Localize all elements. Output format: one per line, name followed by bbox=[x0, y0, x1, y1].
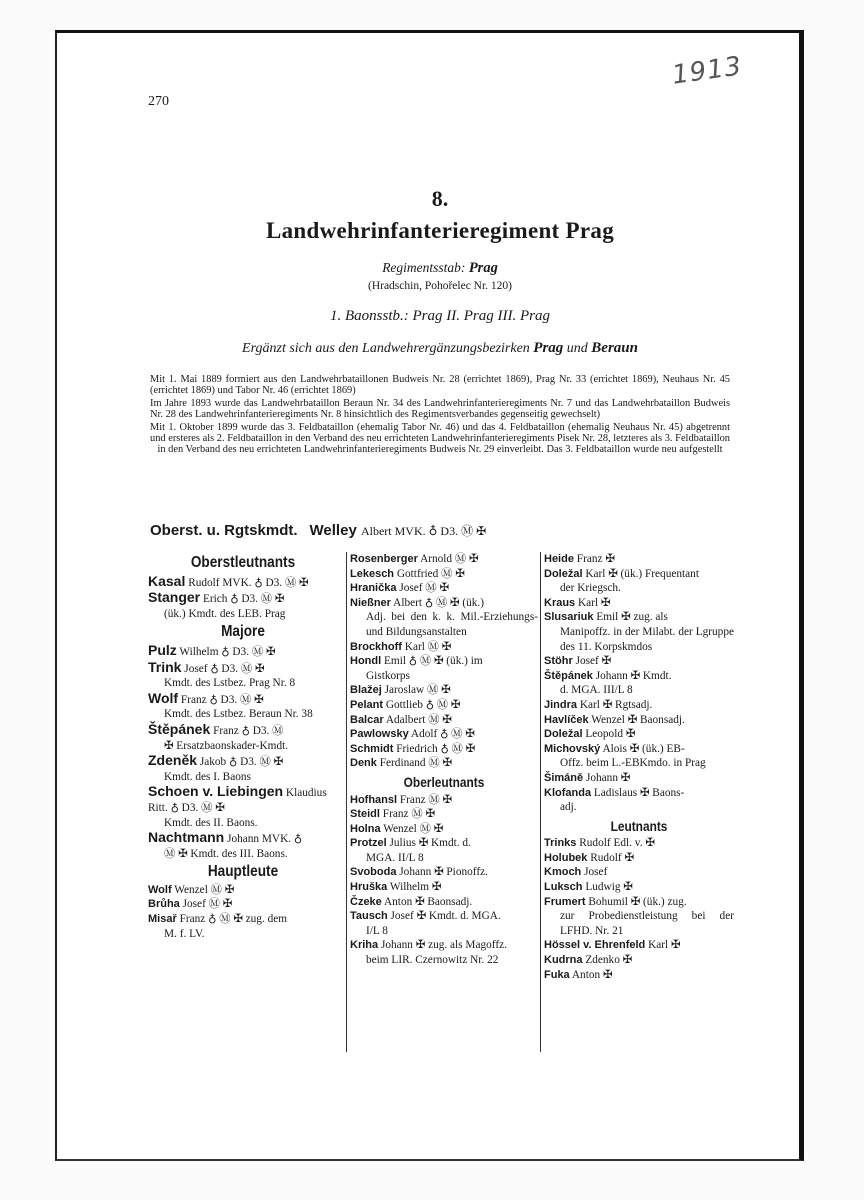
commander-line bbox=[150, 522, 486, 539]
officer-details: Ferdinand Ⓜ ✠ bbox=[379, 757, 452, 770]
history-text bbox=[150, 374, 730, 457]
officer-details: Karl Ⓜ ✠ bbox=[404, 640, 452, 653]
roster-entry bbox=[148, 912, 338, 941]
roster-entry bbox=[148, 830, 338, 861]
officer-surname: Steidl bbox=[350, 808, 380, 821]
officer-surname: Trink bbox=[148, 658, 182, 675]
roster-entry bbox=[350, 938, 538, 967]
page-title: Landwehrinfanterieregiment Prag bbox=[265, 218, 615, 243]
officer-surname: Pelant bbox=[350, 698, 384, 711]
officer-surname: Wolf bbox=[148, 689, 179, 706]
ergaenzt-city2: Beraun bbox=[591, 340, 638, 356]
officer-details: Karl ✠ (ük.) Frequentant bbox=[585, 567, 699, 580]
officer-surname: Kmoch bbox=[544, 866, 582, 879]
roster-entry bbox=[544, 968, 734, 983]
officer-note: Offz. beim L.-EBKmdo. in Prag bbox=[560, 757, 706, 770]
officer-note: ✠ Ersatzbaonskader-Kmdt. bbox=[164, 739, 289, 752]
roster-entry bbox=[544, 865, 734, 880]
roster-entry bbox=[148, 897, 338, 912]
roster-entry bbox=[350, 807, 538, 822]
officer-surname: Holna bbox=[350, 822, 381, 835]
roster-entry bbox=[544, 742, 734, 771]
roster-entry bbox=[350, 698, 538, 713]
officer-details: Rudolf Edl. v. ✠ bbox=[579, 837, 655, 850]
officer-surname: Kriha bbox=[350, 939, 379, 952]
roster-entry bbox=[148, 590, 338, 621]
roster-entry bbox=[350, 713, 538, 728]
officer-note: Manipoffz. in der Milabt. der Lgruppe des 11. Korpskmdos bbox=[560, 625, 734, 653]
officer-details: Friedrich ♁ Ⓜ ✠ bbox=[396, 742, 476, 755]
officer-surname: Pulz bbox=[148, 641, 177, 658]
commander-surname: Welley bbox=[309, 522, 357, 539]
section-heading: Hauptleute bbox=[207, 863, 279, 881]
roster-entry bbox=[350, 742, 538, 757]
roster-entry bbox=[148, 660, 338, 691]
section-heading: Majore bbox=[221, 623, 265, 641]
officer-surname: Denk bbox=[350, 757, 377, 770]
roster-column-2 bbox=[346, 552, 538, 1052]
history-paragraph: Mit 1. Mai 1889 formiert aus den Landwehrbataillonen Budweis Nr. 28 (errichtet 1869), Prag Nr. 33 (errichtet 1869), Neuhaus Nr. 45 (errichtet 1869) und Tabor Nr. 46 (errichtet 1869) bbox=[150, 374, 730, 397]
officer-surname: Hondl bbox=[350, 655, 382, 668]
roster-entry bbox=[544, 851, 734, 866]
officer-details: Franz ♁ D3. Ⓜ ✠ bbox=[180, 693, 264, 706]
officer-surname: Misař bbox=[148, 913, 177, 926]
page-number: 270 bbox=[148, 94, 169, 109]
officer-surname: Blažej bbox=[350, 684, 382, 697]
officer-surname: Kraus bbox=[544, 596, 576, 609]
officer-note: adj. bbox=[560, 801, 577, 814]
roster-entry bbox=[544, 836, 734, 851]
roster-entry bbox=[544, 895, 734, 939]
roster-entry bbox=[148, 784, 338, 830]
officer-surname: Trinks bbox=[544, 837, 577, 850]
roster-entry bbox=[350, 640, 538, 655]
officer-details: Wilhelm ♁ D3. Ⓜ ✠ bbox=[179, 645, 276, 658]
officer-details: Karl ✠ Rgtsadj. bbox=[579, 698, 653, 711]
officer-details: Josef ♁ D3. Ⓜ ✠ bbox=[184, 662, 265, 675]
officer-details: Adalbert Ⓜ ✠ bbox=[385, 713, 452, 726]
roster-entry bbox=[350, 793, 538, 808]
roster-entry bbox=[148, 753, 338, 784]
officer-surname: Rosenberger bbox=[350, 553, 418, 565]
roster-entry bbox=[350, 909, 538, 938]
ergaenzung bbox=[130, 340, 750, 357]
roster-entry bbox=[544, 610, 734, 654]
section-heading: Oberstleutnants bbox=[190, 554, 296, 571]
officer-details: Julius ✠ Kmdt. d. bbox=[389, 837, 471, 850]
officer-surname: Čzeke bbox=[350, 895, 382, 908]
roster-entry bbox=[350, 756, 538, 771]
officer-details: Wenzel ✠ Baonsadj. bbox=[591, 713, 685, 726]
roster-entry bbox=[544, 786, 734, 815]
officer-surname: Hössel v. Ehrenfeld bbox=[544, 939, 646, 952]
roster-entry bbox=[148, 883, 338, 898]
officer-surname: Štěpánek bbox=[544, 669, 593, 682]
roster-entry bbox=[544, 567, 734, 596]
officer-details: Erich ♁ D3. Ⓜ ✠ bbox=[202, 593, 285, 606]
officer-details: Adolf ♁ Ⓜ ✠ bbox=[410, 728, 475, 741]
roster-entry bbox=[544, 552, 734, 567]
stab-city: Prag bbox=[468, 260, 498, 276]
officer-surname: Balcar bbox=[350, 713, 384, 726]
officer-details: Johann ✠ bbox=[585, 771, 631, 784]
roster-entry bbox=[350, 581, 538, 596]
commander-rank: Oberst. u. Rgtskmdt. bbox=[150, 522, 298, 539]
officer-surname: Šimáně bbox=[544, 771, 584, 784]
officer-surname: Michovský bbox=[544, 742, 601, 755]
officer-details: Jakob ♁ D3. Ⓜ ✠ bbox=[199, 756, 284, 769]
ergaenzt-city1: Prag bbox=[533, 340, 564, 356]
handwritten-year: 1913 bbox=[670, 51, 744, 91]
officer-surname: Fuka bbox=[544, 968, 570, 981]
officer-surname: Doležal bbox=[544, 567, 583, 580]
officer-details: Jaroslaw Ⓜ ✠ bbox=[384, 684, 451, 697]
roster-column-1 bbox=[148, 552, 338, 941]
roster-entry bbox=[544, 880, 734, 895]
officer-details: Josef Ⓜ ✠ bbox=[182, 898, 233, 911]
officer-details: Josef ✠ bbox=[575, 655, 612, 668]
roster-entry bbox=[350, 683, 538, 698]
roster-entry bbox=[544, 953, 734, 968]
ergaenzt-prefix: Ergänzt sich aus den Landwehrergänzungsbezirken bbox=[242, 341, 530, 356]
officer-details: Gottfried Ⓜ ✠ bbox=[396, 567, 465, 580]
officer-surname: Luksch bbox=[544, 881, 583, 894]
roster-entry bbox=[148, 722, 338, 753]
officer-surname: Hofhansl bbox=[350, 793, 398, 806]
roster-entry bbox=[544, 669, 734, 698]
officer-details: Josef bbox=[584, 866, 608, 879]
officer-surname: Stanger bbox=[148, 589, 201, 606]
officer-note: d. MGA. III/L 8 bbox=[560, 684, 633, 697]
officer-surname: Klofanda bbox=[544, 786, 592, 799]
officer-note: beim LIR. Czernowitz Nr. 22 bbox=[366, 954, 499, 967]
officer-surname: Schoen v. Liebingen bbox=[148, 783, 284, 800]
officer-surname: Nießner bbox=[350, 596, 391, 609]
officer-details: Franz Ⓜ ✠ bbox=[399, 793, 453, 806]
officer-details: Wilhelm ✠ bbox=[389, 881, 442, 894]
officer-details: Rudolf MVK. ♁ D3. Ⓜ ✠ bbox=[188, 576, 309, 589]
roster-entry bbox=[350, 880, 538, 895]
officer-surname: Brůha bbox=[148, 898, 180, 911]
roster-entry bbox=[350, 567, 538, 582]
officer-surname: Heide bbox=[544, 553, 574, 565]
officer-note: Kmdt. des Lstbez. Prag Nr. 8 bbox=[164, 677, 296, 690]
regiment-number: 8. bbox=[431, 186, 449, 211]
officer-details: Franz Ⓜ ✠ bbox=[382, 808, 435, 821]
officer-details: Wenzel Ⓜ ✠ bbox=[383, 822, 444, 835]
roster-entry bbox=[544, 596, 734, 611]
stab-label: Regimentsstab: bbox=[382, 260, 466, 275]
officer-surname: Schmidt bbox=[350, 742, 394, 755]
officer-note: Kmdt. des II. Baons. bbox=[164, 816, 258, 829]
officer-note: der Kriegsch. bbox=[560, 582, 621, 595]
roster-entry bbox=[148, 643, 338, 660]
roster-entry bbox=[544, 938, 734, 953]
officer-surname: Wolf bbox=[148, 883, 172, 896]
roster-entry bbox=[148, 574, 338, 591]
officer-surname: Jindra bbox=[544, 698, 578, 711]
officer-details: Arnold Ⓜ ✠ bbox=[420, 553, 479, 565]
officer-surname: Tausch bbox=[350, 910, 388, 923]
officer-details: Emil ♁ Ⓜ ✠ (ük.) im bbox=[384, 655, 483, 668]
officer-note: Kmdt. des Lstbez. Beraun Nr. 38 bbox=[164, 708, 313, 721]
officer-details: Leopold ✠ bbox=[585, 728, 636, 741]
roster-entry bbox=[350, 552, 538, 567]
ergaenzt-und: und bbox=[566, 341, 588, 356]
officer-details: Ladislaus ✠ Baons- bbox=[593, 786, 685, 799]
officer-note: zur Probedienstleistung bei der LFHD. Nr. 21 bbox=[560, 910, 734, 937]
roster-entry bbox=[544, 698, 734, 713]
officer-details: Anton ✠ bbox=[571, 968, 613, 981]
officer-details: Gottlieb ♁ Ⓜ ✠ bbox=[385, 698, 461, 711]
officer-note: M. f. LV. bbox=[164, 927, 205, 940]
officer-note: Gistkorps bbox=[366, 669, 410, 682]
section-heading: Leutnants bbox=[610, 817, 668, 834]
officer-surname: Doležal bbox=[544, 728, 583, 741]
commander-details: Albert MVK. ♁ D3. Ⓜ ✠ bbox=[360, 524, 487, 538]
officer-details: Franz ♁ D3. Ⓜ bbox=[213, 724, 284, 737]
officer-details: Johann MVK. ♁ bbox=[227, 833, 303, 846]
roster-entry bbox=[148, 691, 338, 722]
officer-surname: Slusariuk bbox=[544, 611, 594, 624]
officer-details: Bohumil ✠ (ük.) zug. bbox=[588, 895, 687, 908]
officer-surname: Stöhr bbox=[544, 655, 573, 668]
officer-details: Wenzel Ⓜ ✠ bbox=[174, 883, 235, 896]
officer-details: Josef ✠ Kmdt. d. MGA. bbox=[390, 910, 501, 923]
roster-entry bbox=[544, 727, 734, 742]
officer-details: Albert ♁ Ⓜ ✠ (ük.) bbox=[393, 596, 484, 609]
officer-details: Ludwig ✠ bbox=[585, 881, 633, 894]
roster-entry bbox=[544, 713, 734, 728]
address: (Hradschin, Pohořelec Nr. 120) bbox=[367, 280, 513, 292]
officer-surname: Brockhoff bbox=[350, 640, 402, 653]
officer-note: Adj. bei den k. k. Mil.-Erziehungs- und Bildungsanstalten bbox=[366, 611, 538, 638]
officer-surname: Nachtmann bbox=[148, 829, 225, 846]
officer-details: Karl ✠ bbox=[578, 596, 611, 609]
officer-details: Franz ✠ bbox=[576, 553, 615, 565]
officer-surname: Zdeněk bbox=[148, 752, 198, 769]
roster-entry bbox=[350, 895, 538, 910]
roster-entry bbox=[350, 865, 538, 880]
officer-surname: Hruška bbox=[350, 881, 388, 894]
officer-details: Alois ✠ (ük.) EB- bbox=[602, 742, 685, 755]
officer-note: I/L 8 bbox=[366, 924, 388, 937]
roster-entry bbox=[350, 836, 538, 865]
officer-note: (ük.) Kmdt. des LEB. Prag bbox=[164, 607, 286, 620]
officer-details: Johann ✠ Pionoffz. bbox=[399, 866, 488, 879]
officer-surname: Protzel bbox=[350, 837, 387, 850]
history-paragraph: Im Jahre 1893 wurde das Landwehrbataillon Beraun Nr. 34 des Landwehrinfanterieregiments Nr. 7 und das Landwehrbataillon Budweis Nr. 28 des Landwehrinfanterieregiments Nr. 8 hinsichtlich des Regimentsverbandes gegenseitig gewechselt) bbox=[150, 397, 730, 421]
officer-surname: Pawlowsky bbox=[350, 728, 409, 741]
officer-surname: Hranička bbox=[350, 582, 397, 595]
roster-entry bbox=[350, 596, 538, 640]
section-heading: Oberleutnants bbox=[403, 773, 485, 790]
history-paragraph: Mit 1. Oktober 1899 wurde das 3. Feldbataillon (ehemalig Tabor Nr. 46) und das 4. Feldbataillon (ehemalig Neuhaus Nr. 45) abgetrennt und ersteres als 2. Feldbataillon in den Verband des neu errichteten Landwehrinfanterieregiments Pisek Nr. 28, letzteres als 3. Feldbataillon in den Verband des neu errichteten Landwehrinfanterieregiments Budweis Nr. 29 einverleibt. Das 3. Feldbataillon wurde neu aufgestellt bbox=[150, 421, 730, 456]
officer-details: Emil ✠ zug. als bbox=[596, 611, 668, 624]
officer-surname: Kasal bbox=[148, 572, 186, 589]
officer-details: Franz ♁ Ⓜ ✠ zug. dem bbox=[179, 913, 288, 926]
officer-surname: Frumert bbox=[544, 895, 586, 908]
officer-note: MGA. II/L 8 bbox=[366, 851, 424, 864]
regimentsstab bbox=[130, 260, 750, 277]
officer-details: Johann ✠ zug. als Magoffz. bbox=[380, 939, 507, 952]
officer-surname: Lekesch bbox=[350, 567, 395, 580]
officer-details: Klaudius Ritt. ♁ D3. Ⓜ ✠ bbox=[148, 787, 327, 814]
baonsstab: 1. Baonsstb.: Prag II. Prag III. Prag bbox=[330, 308, 550, 324]
roster-entry bbox=[544, 654, 734, 669]
roster-column-3 bbox=[540, 552, 734, 1052]
officer-details: Anton ✠ Baonsadj. bbox=[384, 895, 473, 908]
officer-note: Kmdt. des I. Baons bbox=[164, 770, 251, 783]
officer-surname: Havlíček bbox=[544, 713, 589, 726]
roster-entry bbox=[350, 654, 538, 683]
officer-surname: Kudrna bbox=[544, 954, 583, 967]
officer-surname: Holubek bbox=[544, 851, 588, 864]
officer-surname: Svoboda bbox=[350, 866, 397, 879]
roster-entry bbox=[544, 771, 734, 786]
officer-details: Zdenko ✠ bbox=[585, 954, 633, 967]
officer-details: Karl ✠ bbox=[648, 939, 681, 952]
officer-note: Ⓜ ✠ Kmdt. des III. Baons. bbox=[164, 847, 288, 860]
officer-details: Josef Ⓜ ✠ bbox=[399, 582, 449, 595]
officer-details: Rudolf ✠ bbox=[590, 851, 634, 864]
officer-details: Johann ✠ Kmdt. bbox=[595, 669, 672, 682]
roster-entry bbox=[350, 822, 538, 837]
officer-surname: Štěpánek bbox=[148, 720, 211, 737]
roster-entry bbox=[350, 727, 538, 742]
